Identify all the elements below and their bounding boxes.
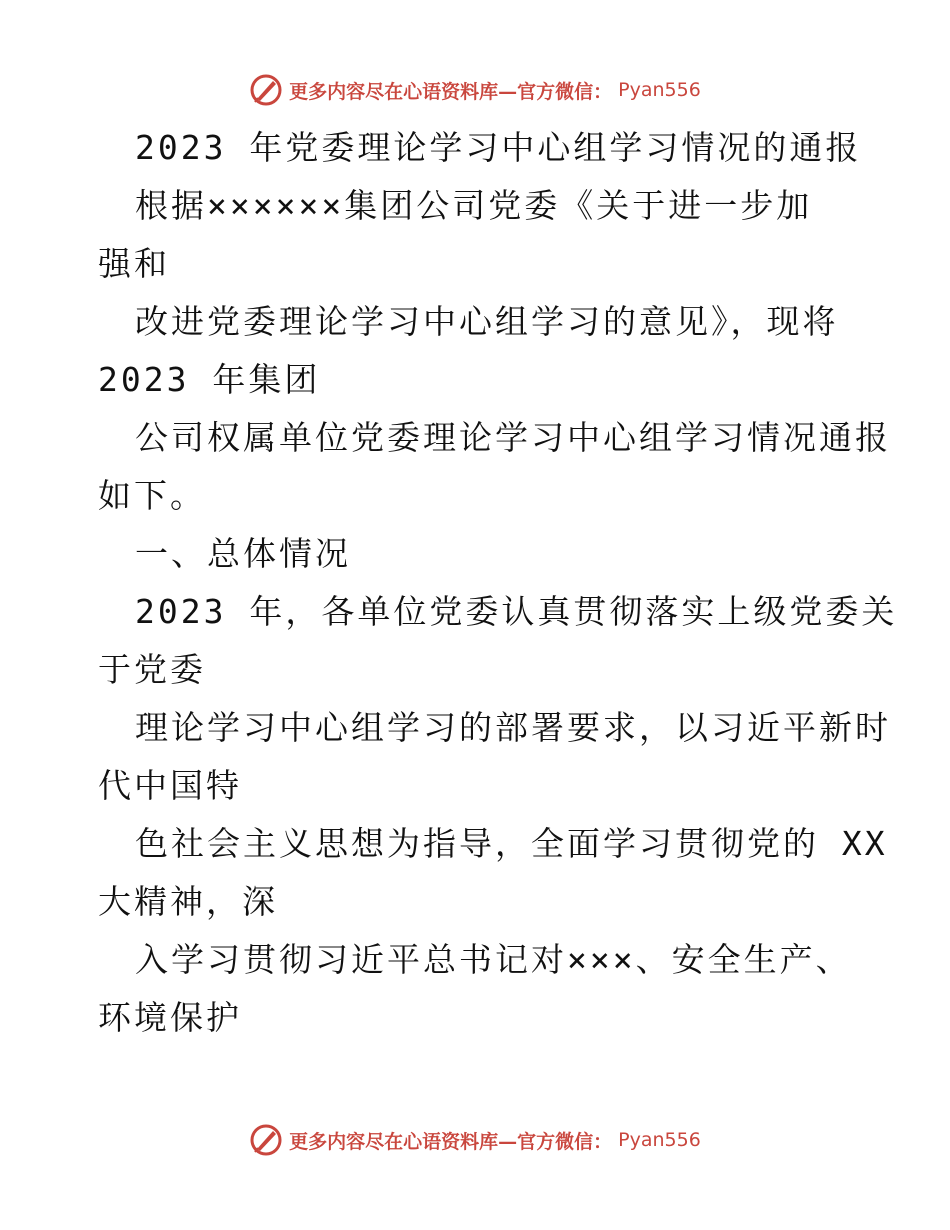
paragraph-line: 公司权属单位党委理论学习中心组学习情况通报 <box>135 418 891 457</box>
watermark-text: 更多内容尽在心语资料库—官方微信： <box>289 1130 613 1153</box>
quill-pen-logo-icon <box>249 73 283 107</box>
quill-pen-logo-icon <box>249 1123 283 1157</box>
paragraph-line: 环境保护 <box>98 998 242 1037</box>
footer-watermark <box>0 1122 950 1158</box>
paragraph-line: 大精神，深 <box>98 882 278 921</box>
paragraph-line: 代中国特 <box>98 766 242 805</box>
watermark-contact: Pyan556 <box>618 79 701 101</box>
paragraph-line: 于党委 <box>98 650 206 689</box>
paragraph-line: 2023 年集团 <box>98 360 321 399</box>
document-title: 2023 年党委理论学习中心组学习情况的通报 <box>135 128 862 167</box>
paragraph-line: 2023 年，各单位党委认真贯彻落实上级党委关 <box>135 592 898 631</box>
section-heading: 一、总体情况 <box>135 534 351 573</box>
paragraph-line: 根据××××××集团公司党委《关于进一步加 <box>135 186 813 225</box>
watermark-contact: Pyan556 <box>618 1129 701 1151</box>
paragraph-line: 改进党委理论学习中心组学习的意见》，现将 <box>135 302 839 341</box>
paragraph-line: 色社会主义思想为指导，全面学习贯彻党的 XX <box>135 824 888 863</box>
paragraph-line: 强和 <box>98 244 170 283</box>
watermark-text: 更多内容尽在心语资料库—官方微信： <box>289 80 613 103</box>
paragraph-line: 如下。 <box>98 476 206 515</box>
header-watermark <box>0 72 950 108</box>
paragraph-line: 理论学习中心组学习的部署要求，以习近平新时 <box>135 708 891 747</box>
paragraph-line: 入学习贯彻习近平总书记对×××、安全生产、 <box>135 940 852 979</box>
